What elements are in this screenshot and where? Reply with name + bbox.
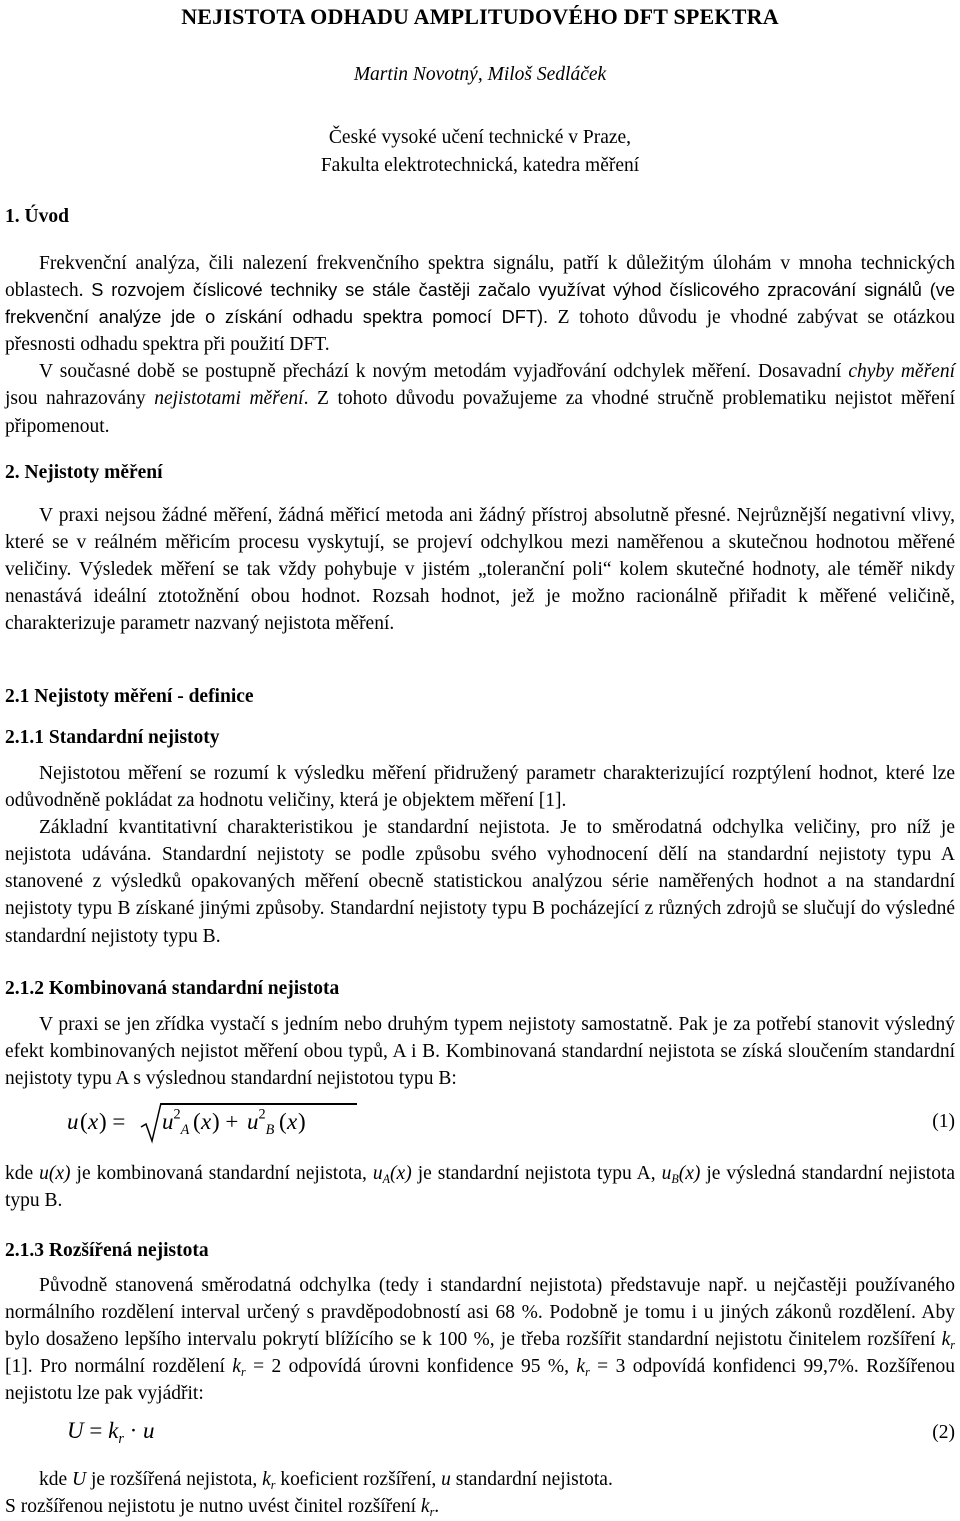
section-2-1-1-paragraph-2: Základní kvantitativní charakteristikou je standardní nejistota. Je to směrodatná odchylka veličiny, pro níž je nejistota udávána. Standardní nejistoty se podle způsobu svého vyhodnocení dělí na standardní nejistoty typu A stanovené z výsledků opakovaných měření obecně statistickou analýzou série naměřených hodnot a na standardní nejistoty typu B získané jinými způsoby. Standardní nejistoty typu B pocházející z různých zdrojů se slučují do výsledné standardní nejistoty typu B. bbox=[5, 817, 955, 947]
equation-2-number: (2) bbox=[932, 1422, 955, 1443]
sqrt-sign-icon bbox=[139, 1101, 163, 1145]
s1-p1-part-a: Frekvenční analýza, čili nalezení frekvenčního spektra signálu, patří k důležitým úlohám v mnoha technických oblastech. bbox=[5, 253, 955, 302]
s213-kr-1: $k_r$ bbox=[941, 1329, 955, 1353]
equation-1-plus: ) + bbox=[212, 1109, 239, 1134]
eq2-expl-c: koeficient rozšíření, bbox=[275, 1469, 442, 1490]
eq1-expl-b: je kombinovaná standardní nejistota, bbox=[70, 1163, 373, 1184]
paper-title: NEJISTOTA ODHADU AMPLITUDOVÉHO DFT SPEKTRA bbox=[181, 4, 779, 29]
equation-2-explanation-text bbox=[5, 1466, 955, 1493]
equation-2-body: $U = k_r \cdot u$ bbox=[67, 1418, 155, 1447]
equation-1-number: (1) bbox=[932, 1111, 955, 1132]
final-sentence-kr: $k_r$ bbox=[420, 1496, 435, 1520]
affiliation-line-2: Fakulta elektrotechnická, katedra měření bbox=[320, 155, 640, 176]
final-sentence-a: S rozšířenou nejistotu je nutno uvést činitel rozšíření bbox=[5, 1496, 421, 1518]
section-2-1-1-heading: 2.1.1 Standardní nejistoty bbox=[5, 727, 220, 748]
s213-p1-c: = 2 odpovídá úrovni konfidence 95 %, bbox=[245, 1356, 577, 1378]
equation-2 bbox=[67, 1414, 955, 1458]
section-2-1-2-body bbox=[5, 1011, 955, 1092]
s1-p1-part-c: Z tohoto důvodu je vhodné zabývat se otázkou přesnosti odhadu spektra při použití DFT. bbox=[5, 307, 955, 356]
eq1-expl-uA: $u_A(x)$ bbox=[372, 1163, 412, 1187]
affiliation-line-1: České vysoké učení technické v Praze, bbox=[328, 127, 632, 148]
equation-1-term-b: $u^2_B$ bbox=[247, 1106, 275, 1138]
sqrt-bar bbox=[161, 1103, 357, 1105]
equation-1-term-a: $u^2_A$ bbox=[162, 1106, 190, 1138]
equation-1-term-a-arg: ( bbox=[193, 1109, 201, 1134]
s1-p1-part-b: S rozvojem číslicové techniky se stále častěji začalo využívat výhod číslicového zpracování signálů (ve frekvenční analýze jde o získání odhadu spektra pomocí DFT). bbox=[5, 280, 955, 328]
equation-1-lhs: u bbox=[67, 1109, 79, 1134]
equation-1-term-b-arg: ( bbox=[279, 1109, 287, 1134]
section-1-heading: 1. Úvod bbox=[5, 206, 69, 227]
affiliation bbox=[5, 124, 955, 180]
section-2-heading: 2. Nejistoty měření bbox=[5, 462, 163, 483]
equation-1 bbox=[67, 1105, 955, 1149]
s213-kr-3: $k_r$ bbox=[576, 1356, 590, 1380]
eq2-expl-kr: $k_r$ bbox=[262, 1469, 276, 1493]
section-2-1-2-heading: 2.1.2 Kombinovaná standardní nejistota bbox=[5, 978, 340, 999]
s1-p2-part-b: jsou nahrazovány bbox=[5, 388, 155, 410]
section-2-body bbox=[5, 502, 955, 637]
section-2-1-1-paragraph-1: Nejistotou měření se rozumí k výsledku měření přidružený parametr charakterizující rozptýlení hodnot, které lze odůvodněně pokládat za hodnotu veličiny, která je objektem měření [1]. bbox=[5, 763, 955, 812]
eq1-expl-d: je výsledná standardní nejistota typu B. bbox=[5, 1163, 956, 1212]
section-1-body bbox=[5, 250, 955, 440]
eq1-expl-a: kde bbox=[5, 1163, 40, 1184]
s213-p1-a: Původně stanovená směrodatná odchylka (tedy i standardní nejistota) představuje např. u nejčastěji používaného normálního rozdělení interval určený s pravděpodobností asi 68 %. Podobně je tomu i u jiných zákonů rozdělení. Aby bylo dosaženo lepšího intervalu pokrytí blížícího se k 100 %, je třeba rozšířit standardní nejistotu činitelem rozšíření bbox=[5, 1275, 955, 1351]
equation-1-explanation-text bbox=[5, 1160, 955, 1214]
section-1-paragraph-1 bbox=[5, 250, 955, 358]
eq2-expl-U: U bbox=[72, 1469, 87, 1490]
equation-1-term-b-close: ) bbox=[298, 1109, 306, 1134]
equation-2-explanation bbox=[5, 1466, 955, 1520]
section-2-1-3-paragraph-1 bbox=[5, 1272, 955, 1407]
section-2-1-2-paragraph-1: V praxi se jen zřídka vystačí s jedním nebo druhým typem nejistoty samostatně. Pak je za potřebí stanovit výsledný efekt kombinovaných nejistot měření obou typů, A i B. Kombinovaná standardní nejistota se získá sloučením standardní nejistoty typu A s výslednou standardní nejistotou typu B: bbox=[5, 1014, 955, 1090]
s213-p1-d: = 3 odpovídá konfidenci 99,7%. Rozšířenou nejistotu lze pak vyjádřit: bbox=[5, 1356, 955, 1405]
section-2-1-1-body bbox=[5, 760, 955, 950]
equation-1-term-a-x: x bbox=[201, 1109, 212, 1134]
s213-kr-2: $k_r$ bbox=[232, 1356, 246, 1380]
equation-1-lhs-paren: ( bbox=[80, 1109, 88, 1134]
eq2-expl-a: kde bbox=[39, 1469, 73, 1490]
s1-p2-emphasis-2: nejistotami měření bbox=[154, 388, 304, 410]
equation-1-lhs-paren-close: ) = bbox=[99, 1109, 126, 1134]
section-2-1-heading: 2.1 Nejistoty měření - definice bbox=[5, 686, 254, 707]
section-2-1-3-heading: 2.1.3 Rozšířená nejistota bbox=[5, 1240, 209, 1261]
s1-p2-emphasis-1: chyby měření bbox=[848, 361, 955, 383]
equation-1-explanation bbox=[5, 1160, 955, 1214]
section-1-paragraph-2 bbox=[5, 358, 955, 439]
eq1-expl-c: je standardní nejistota typu A, bbox=[411, 1163, 662, 1184]
section-2-paragraph-1: V praxi nejsou žádné měření, žádná měřicí metoda ani žádný přístroj absolutně přesné. Nejrůznější negativní vlivy, které se v reálném měřicím procesu vyskytují, se projeví odchylkou mezi naměřenou a skutečnou hodnotou měřené veličiny. Výsledek měření se tak vždy pohybuje v jistém „toleranční poli“ kolem skutečné hodnoty, ale téměř nikdy nenastává ideální ztotožnění obou hodnot. Rozsah hodnot, jež je možno racionálně přiřadit k měřené veličině, charakterizuje parametr nazvaný nejistota měření. bbox=[5, 505, 955, 635]
s213-p1-b: [1]. Pro normální rozdělení bbox=[5, 1356, 233, 1378]
final-sentence bbox=[5, 1493, 955, 1520]
s1-p2-part-a: V současné době se postupně přechází k novým metodám vyjadřování odchylek měření. Dosavadní bbox=[39, 361, 849, 383]
s1-p2-part-c: . Z tohoto důvodu považujeme za vhodné stručně problematiku nejistot měření připomenout. bbox=[5, 388, 955, 437]
eq1-expl-uB: $u_B(x)$ bbox=[661, 1163, 701, 1187]
paper-authors: Martin Novotný, Miloš Sedláček bbox=[353, 64, 607, 85]
section-2-1-3-body bbox=[5, 1272, 955, 1407]
eq2-expl-u: u bbox=[441, 1469, 451, 1490]
eq2-expl-b: je rozšířená nejistota, bbox=[86, 1469, 263, 1490]
eq1-expl-ux: u(x) bbox=[39, 1163, 71, 1184]
final-sentence-b: . bbox=[434, 1496, 440, 1518]
equation-1-lhs-x: x bbox=[88, 1109, 99, 1134]
eq2-expl-d: standardní nejistota. bbox=[450, 1469, 613, 1490]
equation-1-term-b-x: x bbox=[287, 1109, 298, 1134]
